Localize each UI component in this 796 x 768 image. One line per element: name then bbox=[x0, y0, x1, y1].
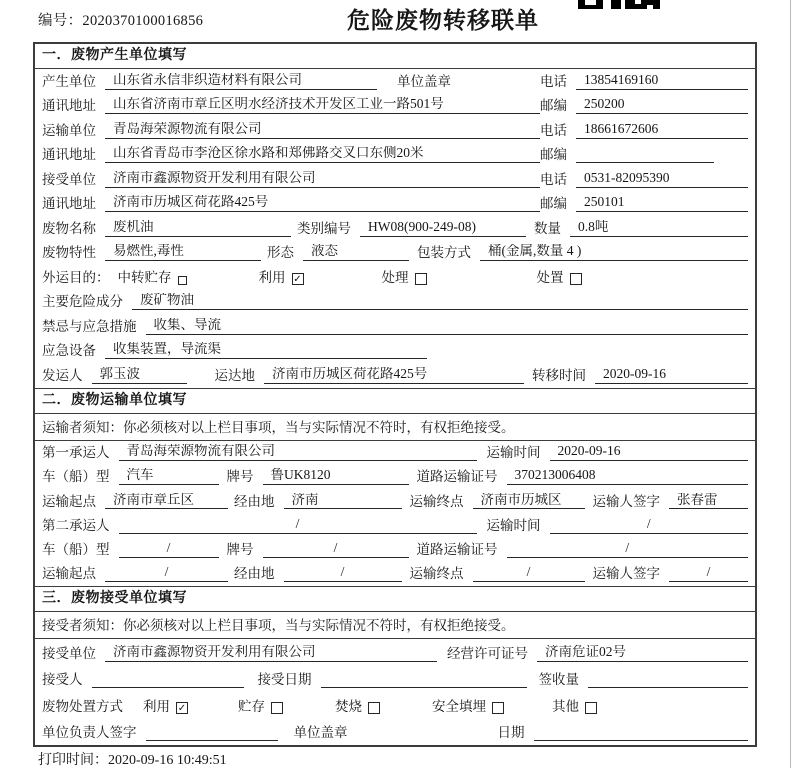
row-vehicle2 bbox=[35, 538, 755, 562]
plate-label: 牌号 bbox=[226, 469, 254, 485]
phone-label: 电话 bbox=[540, 73, 567, 89]
row-disposal-method bbox=[35, 692, 755, 719]
field-transport-time1: 2020-09-16 bbox=[550, 444, 749, 461]
row-carrier2 bbox=[35, 513, 755, 537]
transporter-label: 运输单位 bbox=[42, 122, 96, 138]
print-time-line bbox=[38, 749, 227, 768]
field-accept-unit: 济南市鑫源物资开发利用有限公司 bbox=[105, 645, 437, 662]
acceptor-label: 接受人 bbox=[42, 672, 83, 688]
row-acceptor bbox=[35, 666, 755, 693]
license-label: 经营许可证号 bbox=[447, 645, 528, 661]
field-producer-phone: 13854169160 bbox=[576, 73, 748, 90]
packaging-label: 包装方式 bbox=[417, 245, 471, 261]
field-plate2: / bbox=[263, 541, 409, 558]
field-receiver-address: 济南市历城区荷花路425号 bbox=[105, 195, 540, 212]
field-producer-address: 山东省济南市章丘区明水经济技术开发区工业一路501号 bbox=[105, 97, 540, 114]
road-cert-label: 道路运输证号 bbox=[416, 469, 498, 485]
shipper-label: 发运人 bbox=[42, 367, 83, 383]
waste-name-label: 废物名称 bbox=[42, 220, 96, 236]
checkbox-disposal-incinerate bbox=[368, 702, 380, 714]
disposal-option-utilize bbox=[143, 700, 188, 715]
row-route2 bbox=[35, 562, 755, 586]
category-label: 类别编号 bbox=[297, 220, 351, 236]
disposal-option-other bbox=[552, 700, 597, 715]
disposal-option-landfill bbox=[432, 700, 504, 715]
date-label: 日期 bbox=[497, 725, 525, 741]
field-origin1: 济南市章丘区 bbox=[105, 493, 228, 510]
field-traits: 易燃性,毒性 bbox=[105, 244, 261, 261]
row-receiver bbox=[35, 167, 755, 192]
disposal-option-store bbox=[238, 700, 283, 715]
phone-label: 电话 bbox=[540, 171, 567, 187]
taboo-label: 禁忌与应急措施 bbox=[42, 318, 137, 334]
qr-block bbox=[647, 5, 653, 9]
purpose-label: 外运目的： bbox=[42, 269, 110, 285]
field-accept-date bbox=[321, 671, 527, 688]
received-qty-label: 签收量 bbox=[538, 672, 579, 688]
transfer-time-label: 转移时间 bbox=[532, 367, 586, 383]
option-label: 利用 bbox=[258, 269, 286, 285]
manager-sign-label: 单位负责人签字 bbox=[42, 725, 137, 741]
qr-block bbox=[635, 0, 641, 4]
equipment-label: 应急设备 bbox=[42, 343, 96, 359]
row-accept-unit bbox=[35, 639, 755, 666]
row-waste-traits bbox=[35, 241, 755, 266]
field-transport-time2: / bbox=[550, 517, 749, 534]
zip-label: 邮编 bbox=[540, 98, 567, 114]
purpose-option-transfer-storage bbox=[118, 271, 187, 286]
field-received-qty bbox=[588, 671, 748, 688]
row-producer-address bbox=[35, 94, 755, 119]
field-transporter-address: 山东省青岛市李沧区徐水路和郑佛路交叉口东侧20米 bbox=[105, 146, 540, 163]
field-carrier2: / bbox=[119, 517, 477, 534]
row-producer-left bbox=[42, 73, 540, 90]
field-packaging: 桶(金属,数量 4 ) bbox=[480, 244, 748, 261]
field-date bbox=[534, 724, 749, 741]
row-receiver-address bbox=[35, 192, 755, 217]
carrier-sign-label: 运输人签字 bbox=[592, 493, 660, 509]
checkbox-disposal-utilize-checked: ✓ bbox=[177, 702, 187, 714]
disposal-label: 废物处置方式 bbox=[42, 698, 123, 714]
row-transporter bbox=[35, 118, 755, 143]
via-label: 经由地 bbox=[234, 566, 275, 582]
field-transporter-zip bbox=[576, 146, 714, 163]
checkbox-utilize-checked: ✓ bbox=[293, 273, 302, 285]
field-vehicle2: / bbox=[119, 541, 219, 558]
producer-label: 产生单位 bbox=[42, 73, 96, 89]
quantity-label: 数量 bbox=[534, 220, 561, 236]
field-road-cert2: / bbox=[507, 541, 749, 558]
print-time-value: 2020-09-16 10:49:51 bbox=[108, 753, 227, 768]
traits-label: 废物特性 bbox=[42, 245, 96, 261]
purpose-option-dispose bbox=[537, 271, 582, 286]
field-receiver-zip: 250101 bbox=[576, 195, 748, 212]
section1-heading: 一．废物产生单位填写 bbox=[35, 44, 755, 69]
field-endpoint1: 济南市历城区 bbox=[473, 493, 585, 510]
row-emergency-equipment bbox=[35, 339, 755, 364]
transfer-form-table bbox=[33, 42, 757, 747]
field-equipment: 收集装置，导流渠 bbox=[105, 342, 427, 359]
checkbox-disposal-other bbox=[585, 702, 597, 714]
checkbox-disposal-landfill bbox=[492, 702, 504, 714]
row-manager-sign bbox=[35, 719, 755, 746]
scan-edge-line bbox=[790, 0, 791, 768]
field-waste-name: 废机油 bbox=[105, 220, 291, 237]
road-cert-label: 道路运输证号 bbox=[416, 542, 498, 558]
carrier1-label: 第一承运人 bbox=[42, 444, 110, 460]
endpoint-label: 运输终点 bbox=[409, 493, 464, 509]
serial-value: 2020370100016856 bbox=[82, 13, 204, 29]
accept-unit-label: 接受单位 bbox=[42, 645, 96, 661]
zip-label: 邮编 bbox=[540, 196, 567, 212]
purpose-option-treat bbox=[382, 271, 427, 286]
address-label: 通讯地址 bbox=[42, 196, 96, 212]
field-hazard: 废矿物油 bbox=[132, 293, 748, 310]
form-label: 形态 bbox=[267, 245, 294, 261]
field-carrier-sign2: / bbox=[669, 565, 748, 582]
hazard-label: 主要危险成分 bbox=[42, 294, 123, 310]
row-carrier1 bbox=[35, 441, 755, 465]
disposal-option-incinerate bbox=[335, 700, 380, 715]
row-route1 bbox=[35, 489, 755, 513]
row-waste-name bbox=[35, 216, 755, 241]
field-plate1: 鲁UK8120 bbox=[263, 468, 409, 485]
phone-label: 电话 bbox=[540, 122, 567, 138]
purpose-option-utilize bbox=[259, 271, 304, 286]
option-label: 处理 bbox=[381, 269, 409, 285]
destination-label: 运达地 bbox=[214, 367, 255, 383]
plate-label: 牌号 bbox=[226, 542, 254, 558]
option-label: 利用 bbox=[143, 698, 170, 714]
field-carrier1: 青岛海荣源物流有限公司 bbox=[119, 444, 477, 461]
vehicle-type-label: 车（船）型 bbox=[42, 469, 110, 485]
checkbox-treat bbox=[415, 273, 427, 285]
zip-label: 邮编 bbox=[540, 147, 567, 163]
transport-time-label: 运输时间 bbox=[486, 517, 541, 533]
address-label: 通讯地址 bbox=[42, 147, 96, 163]
option-label: 焚烧 bbox=[335, 698, 362, 714]
field-carrier-sign1: 张春雷 bbox=[669, 493, 748, 510]
row-hazard-component bbox=[35, 290, 755, 315]
field-via2: / bbox=[284, 565, 402, 582]
address-label: 通讯地址 bbox=[42, 98, 96, 114]
option-label: 其他 bbox=[552, 698, 579, 714]
endpoint-label: 运输终点 bbox=[409, 566, 464, 582]
row-taboo-measures bbox=[35, 314, 755, 339]
row-shipper bbox=[35, 363, 755, 388]
via-label: 经由地 bbox=[234, 493, 275, 509]
qr-code-fragment-icon bbox=[578, 0, 660, 9]
carrier2-label: 第二承运人 bbox=[42, 517, 110, 533]
qr-block bbox=[585, 0, 596, 5]
field-transporter: 青岛海荣源物流有限公司 bbox=[105, 122, 540, 139]
field-form: 液态 bbox=[303, 244, 409, 261]
checkbox-dispose bbox=[570, 273, 582, 285]
option-label: 安全填埋 bbox=[432, 698, 486, 714]
row-producer-right bbox=[540, 73, 748, 90]
origin-label: 运输起点 bbox=[42, 493, 96, 509]
unit-seal-label: 单位盖章 bbox=[293, 725, 348, 741]
field-taboo: 收集、导流 bbox=[146, 318, 749, 335]
print-time-label: 打印时间： bbox=[38, 753, 108, 768]
field-receiver-phone: 0531-82095390 bbox=[576, 171, 748, 188]
option-label: 中转贮存 bbox=[117, 269, 172, 285]
field-acceptor bbox=[92, 671, 244, 688]
field-manager-sign bbox=[146, 724, 278, 741]
field-origin2: / bbox=[105, 565, 228, 582]
field-endpoint2: / bbox=[473, 565, 585, 582]
option-label: 处置 bbox=[536, 269, 564, 285]
row-vehicle1 bbox=[35, 465, 755, 489]
transport-time-label: 运输时间 bbox=[486, 444, 541, 460]
field-transporter-phone: 18661672606 bbox=[576, 122, 748, 139]
field-via1: 济南 bbox=[284, 493, 402, 510]
page-title: 危险废物转移联单 bbox=[347, 8, 539, 33]
receiver-label: 接受单位 bbox=[42, 171, 96, 187]
field-receiver: 济南市鑫源物资开发利用有限公司 bbox=[105, 171, 540, 188]
field-shipper: 郭玉波 bbox=[92, 367, 187, 384]
accept-date-label: 接受日期 bbox=[257, 672, 312, 688]
field-license: 济南危证02号 bbox=[537, 645, 748, 662]
field-transfer-time: 2020-09-16 bbox=[595, 367, 748, 384]
checkbox-transfer-storage bbox=[178, 276, 187, 285]
row-producer bbox=[35, 69, 755, 94]
section3-notice: 接受者须知：你必须核对以上栏目事项，当与实际情况不符时，有权拒绝接受。 bbox=[35, 612, 755, 639]
row-purpose bbox=[35, 265, 755, 290]
qr-block bbox=[625, 0, 660, 9]
field-producer-zip: 250200 bbox=[576, 97, 748, 114]
section3-heading: 三．废物接受单位填写 bbox=[35, 586, 755, 612]
field-category: HW08(900-249-08) bbox=[360, 220, 526, 237]
seal-label: 单位盖章 bbox=[397, 73, 451, 89]
qr-block bbox=[611, 0, 621, 9]
row-transporter-address bbox=[35, 143, 755, 168]
carrier-sign-label: 运输人签字 bbox=[592, 566, 660, 582]
field-producer: 山东省永信非织造材料有限公司 bbox=[105, 73, 377, 90]
field-destination: 济南市历城区荷花路425号 bbox=[264, 367, 524, 384]
section2-heading: 二．废物运输单位填写 bbox=[35, 388, 755, 414]
field-road-cert1: 370213006408 bbox=[507, 468, 749, 485]
checkbox-disposal-store bbox=[271, 702, 283, 714]
vehicle-type-label: 车（船）型 bbox=[42, 542, 110, 558]
origin-label: 运输起点 bbox=[42, 566, 96, 582]
field-vehicle1: 汽车 bbox=[119, 468, 219, 485]
field-quantity: 0.8吨 bbox=[570, 220, 748, 237]
option-label: 贮存 bbox=[238, 698, 265, 714]
section2-notice: 运输者须知：你必须核对以上栏目事项，当与实际情况不符时，有权拒绝接受。 bbox=[35, 414, 755, 441]
serial-label: 编号： bbox=[38, 13, 83, 29]
